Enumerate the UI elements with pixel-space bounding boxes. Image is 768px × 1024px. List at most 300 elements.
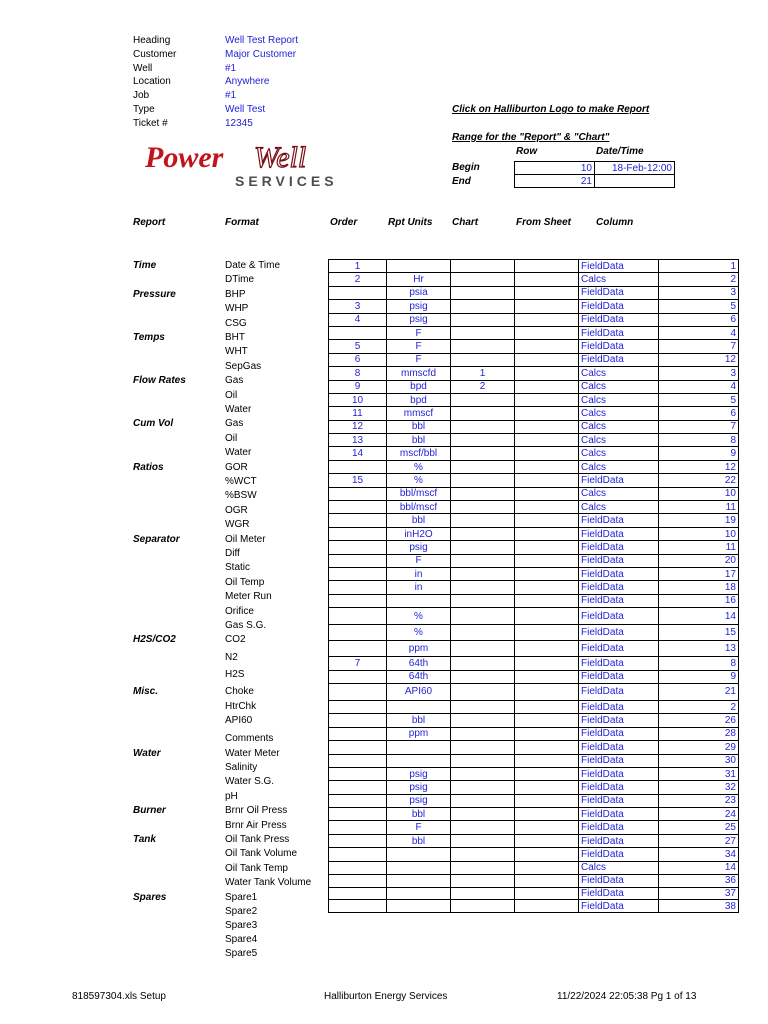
spacer-cell[interactable] [515, 286, 579, 299]
sheet-cell[interactable]: FieldData [579, 474, 659, 487]
sheet-cell[interactable]: FieldData [579, 554, 659, 567]
sheet-cell[interactable]: Calcs [579, 367, 659, 380]
spacer-cell[interactable] [515, 407, 579, 420]
order-cell[interactable] [329, 670, 387, 683]
column-cell[interactable]: 9 [659, 447, 739, 460]
sheet-cell[interactable]: FieldData [579, 848, 659, 861]
units-cell[interactable]: psig [387, 794, 451, 807]
chart-cell[interactable] [451, 848, 515, 861]
order-cell[interactable]: 2 [329, 273, 387, 286]
spacer-cell[interactable] [515, 313, 579, 326]
sheet-cell[interactable]: FieldData [579, 794, 659, 807]
chart-cell[interactable] [451, 808, 515, 821]
column-cell[interactable]: 3 [659, 367, 739, 380]
order-cell[interactable] [329, 781, 387, 794]
units-cell[interactable]: F [387, 340, 451, 353]
column-cell[interactable]: 14 [659, 608, 739, 625]
chart-cell[interactable] [451, 781, 515, 794]
order-cell[interactable]: 7 [329, 657, 387, 670]
column-cell[interactable]: 15 [659, 625, 739, 641]
order-cell[interactable]: 4 [329, 313, 387, 326]
chart-cell[interactable] [451, 683, 515, 700]
header-value[interactable]: #1 [225, 62, 237, 74]
sheet-cell[interactable]: FieldData [579, 260, 659, 273]
sheet-cell[interactable]: FieldData [579, 887, 659, 900]
chart-cell[interactable] [451, 326, 515, 339]
sheet-cell[interactable]: FieldData [579, 700, 659, 713]
units-cell[interactable]: in [387, 581, 451, 594]
sheet-cell[interactable]: FieldData [579, 527, 659, 540]
column-cell[interactable]: 12 [659, 460, 739, 473]
order-cell[interactable] [329, 286, 387, 299]
order-cell[interactable] [329, 900, 387, 913]
spacer-cell[interactable] [515, 581, 579, 594]
spacer-cell[interactable] [515, 273, 579, 286]
chart-cell[interactable] [451, 393, 515, 406]
spacer-cell[interactable] [515, 554, 579, 567]
column-cell[interactable]: 1 [659, 260, 739, 273]
column-cell[interactable]: 29 [659, 741, 739, 754]
spacer-cell[interactable] [515, 741, 579, 754]
sheet-cell[interactable]: FieldData [579, 326, 659, 339]
column-cell[interactable]: 27 [659, 834, 739, 847]
chart-cell[interactable] [451, 700, 515, 713]
column-cell[interactable]: 34 [659, 848, 739, 861]
order-cell[interactable] [329, 834, 387, 847]
column-cell[interactable]: 17 [659, 567, 739, 580]
spacer-cell[interactable] [515, 527, 579, 540]
sheet-cell[interactable]: Calcs [579, 861, 659, 874]
chart-cell[interactable] [451, 501, 515, 514]
spacer-cell[interactable] [515, 460, 579, 473]
spacer-cell[interactable] [515, 641, 579, 657]
column-cell[interactable]: 32 [659, 781, 739, 794]
column-cell[interactable]: 26 [659, 714, 739, 727]
powerwell-logo[interactable] [143, 139, 335, 191]
spacer-cell[interactable] [515, 861, 579, 874]
units-cell[interactable]: psig [387, 781, 451, 794]
spacer-cell[interactable] [515, 353, 579, 366]
sheet-cell[interactable]: FieldData [579, 727, 659, 740]
order-cell[interactable] [329, 741, 387, 754]
chart-cell[interactable] [451, 594, 515, 607]
chart-cell[interactable] [451, 340, 515, 353]
spacer-cell[interactable] [515, 541, 579, 554]
chart-cell[interactable] [451, 767, 515, 780]
column-cell[interactable]: 37 [659, 887, 739, 900]
sheet-cell[interactable]: Calcs [579, 434, 659, 447]
sheet-cell[interactable]: FieldData [579, 767, 659, 780]
order-cell[interactable] [329, 460, 387, 473]
units-cell[interactable]: % [387, 608, 451, 625]
sheet-cell[interactable]: FieldData [579, 875, 659, 888]
spacer-cell[interactable] [515, 326, 579, 339]
units-cell[interactable]: bpd [387, 393, 451, 406]
units-cell[interactable]: mscf/bbl [387, 447, 451, 460]
units-cell[interactable] [387, 887, 451, 900]
order-cell[interactable] [329, 541, 387, 554]
units-cell[interactable]: bbl [387, 514, 451, 527]
sheet-cell[interactable]: FieldData [579, 300, 659, 313]
chart-cell[interactable] [451, 353, 515, 366]
spacer-cell[interactable] [515, 714, 579, 727]
chart-cell[interactable] [451, 554, 515, 567]
chart-cell[interactable]: 1 [451, 367, 515, 380]
order-cell[interactable] [329, 625, 387, 641]
header-value[interactable]: #1 [225, 90, 237, 102]
column-cell[interactable]: 7 [659, 420, 739, 433]
header-value[interactable]: 12345 [225, 117, 253, 129]
column-cell[interactable]: 31 [659, 767, 739, 780]
chart-cell[interactable] [451, 834, 515, 847]
chart-cell[interactable] [451, 714, 515, 727]
units-cell[interactable] [387, 754, 451, 767]
begin-datetime-cell[interactable]: 18-Feb-12:00 [595, 162, 675, 175]
chart-cell[interactable] [451, 527, 515, 540]
order-cell[interactable] [329, 875, 387, 888]
column-cell[interactable]: 13 [659, 641, 739, 657]
spacer-cell[interactable] [515, 567, 579, 580]
order-cell[interactable]: 15 [329, 474, 387, 487]
order-cell[interactable] [329, 727, 387, 740]
units-cell[interactable]: % [387, 460, 451, 473]
column-cell[interactable]: 9 [659, 670, 739, 683]
sheet-cell[interactable]: FieldData [579, 625, 659, 641]
chart-cell[interactable] [451, 754, 515, 767]
spacer-cell[interactable] [515, 434, 579, 447]
spacer-cell[interactable] [515, 380, 579, 393]
sheet-cell[interactable]: FieldData [579, 608, 659, 625]
order-cell[interactable] [329, 581, 387, 594]
sheet-cell[interactable]: FieldData [579, 313, 659, 326]
header-value[interactable]: Well Test [225, 104, 266, 115]
column-cell[interactable]: 10 [659, 527, 739, 540]
column-cell[interactable]: 5 [659, 393, 739, 406]
order-cell[interactable]: 3 [329, 300, 387, 313]
order-cell[interactable] [329, 767, 387, 780]
spacer-cell[interactable] [515, 834, 579, 847]
order-cell[interactable] [329, 527, 387, 540]
spacer-cell[interactable] [515, 608, 579, 625]
order-cell[interactable] [329, 567, 387, 580]
header-value[interactable]: Anywhere [225, 76, 270, 88]
order-cell[interactable] [329, 487, 387, 500]
spacer-cell[interactable] [515, 821, 579, 834]
sheet-cell[interactable]: FieldData [579, 594, 659, 607]
sheet-cell[interactable]: FieldData [579, 641, 659, 657]
column-cell[interactable]: 19 [659, 514, 739, 527]
spacer-cell[interactable] [515, 260, 579, 273]
column-cell[interactable]: 10 [659, 487, 739, 500]
units-cell[interactable]: bbl [387, 420, 451, 433]
units-cell[interactable]: API60 [387, 683, 451, 700]
sheet-cell[interactable]: FieldData [579, 834, 659, 847]
sheet-cell[interactable]: FieldData [579, 657, 659, 670]
sheet-cell[interactable]: FieldData [579, 741, 659, 754]
column-cell[interactable]: 38 [659, 900, 739, 913]
column-cell[interactable]: 11 [659, 501, 739, 514]
order-cell[interactable] [329, 794, 387, 807]
chart-cell[interactable] [451, 641, 515, 657]
spacer-cell[interactable] [515, 887, 579, 900]
column-cell[interactable]: 2 [659, 273, 739, 286]
sheet-cell[interactable]: FieldData [579, 340, 659, 353]
chart-cell[interactable] [451, 434, 515, 447]
spacer-cell[interactable] [515, 487, 579, 500]
units-cell[interactable] [387, 594, 451, 607]
chart-cell[interactable] [451, 670, 515, 683]
spacer-cell[interactable] [515, 767, 579, 780]
spacer-cell[interactable] [515, 670, 579, 683]
column-cell[interactable]: 16 [659, 594, 739, 607]
units-cell[interactable] [387, 900, 451, 913]
sheet-cell[interactable]: FieldData [579, 821, 659, 834]
spacer-cell[interactable] [515, 514, 579, 527]
sheet-cell[interactable]: FieldData [579, 353, 659, 366]
units-cell[interactable]: % [387, 625, 451, 641]
chart-cell[interactable] [451, 727, 515, 740]
column-cell[interactable]: 30 [659, 754, 739, 767]
column-cell[interactable]: 6 [659, 313, 739, 326]
order-cell[interactable] [329, 700, 387, 713]
sheet-cell[interactable]: FieldData [579, 808, 659, 821]
sheet-cell[interactable]: Calcs [579, 487, 659, 500]
units-cell[interactable]: psig [387, 313, 451, 326]
units-cell[interactable]: bbl [387, 714, 451, 727]
order-cell[interactable] [329, 808, 387, 821]
order-cell[interactable] [329, 887, 387, 900]
order-cell[interactable] [329, 608, 387, 625]
units-cell[interactable]: psig [387, 767, 451, 780]
order-cell[interactable] [329, 861, 387, 874]
chart-cell[interactable] [451, 447, 515, 460]
units-cell[interactable] [387, 848, 451, 861]
spacer-cell[interactable] [515, 340, 579, 353]
units-cell[interactable]: psig [387, 300, 451, 313]
spacer-cell[interactable] [515, 393, 579, 406]
column-cell[interactable]: 24 [659, 808, 739, 821]
order-cell[interactable] [329, 821, 387, 834]
spacer-cell[interactable] [515, 625, 579, 641]
sheet-cell[interactable]: FieldData [579, 514, 659, 527]
units-cell[interactable]: bbl [387, 834, 451, 847]
units-cell[interactable]: 64th [387, 670, 451, 683]
sheet-cell[interactable]: Calcs [579, 460, 659, 473]
units-cell[interactable]: mmscf [387, 407, 451, 420]
chart-cell[interactable] [451, 861, 515, 874]
order-cell[interactable] [329, 554, 387, 567]
order-cell[interactable]: 6 [329, 353, 387, 366]
sheet-cell[interactable]: FieldData [579, 900, 659, 913]
sheet-cell[interactable]: FieldData [579, 581, 659, 594]
column-cell[interactable]: 23 [659, 794, 739, 807]
sheet-cell[interactable]: FieldData [579, 541, 659, 554]
chart-cell[interactable] [451, 821, 515, 834]
order-cell[interactable]: 12 [329, 420, 387, 433]
column-cell[interactable]: 21 [659, 683, 739, 700]
sheet-cell[interactable]: Calcs [579, 447, 659, 460]
spacer-cell[interactable] [515, 501, 579, 514]
spacer-cell[interactable] [515, 300, 579, 313]
units-cell[interactable]: ppm [387, 727, 451, 740]
order-cell[interactable] [329, 683, 387, 700]
sheet-cell[interactable]: FieldData [579, 714, 659, 727]
units-cell[interactable] [387, 260, 451, 273]
units-cell[interactable]: bpd [387, 380, 451, 393]
sheet-cell[interactable]: FieldData [579, 781, 659, 794]
spacer-cell[interactable] [515, 794, 579, 807]
spacer-cell[interactable] [515, 657, 579, 670]
sheet-cell[interactable]: Calcs [579, 420, 659, 433]
sheet-cell[interactable]: FieldData [579, 286, 659, 299]
header-value[interactable]: Major Customer [225, 48, 297, 60]
chart-cell[interactable] [451, 260, 515, 273]
column-cell[interactable]: 4 [659, 326, 739, 339]
order-cell[interactable]: 13 [329, 434, 387, 447]
chart-cell[interactable] [451, 900, 515, 913]
sheet-cell[interactable]: Calcs [579, 393, 659, 406]
order-cell[interactable]: 9 [329, 380, 387, 393]
chart-cell[interactable] [451, 286, 515, 299]
sheet-cell[interactable]: FieldData [579, 567, 659, 580]
order-cell[interactable] [329, 754, 387, 767]
sheet-cell[interactable]: FieldData [579, 754, 659, 767]
chart-cell[interactable] [451, 741, 515, 754]
column-cell[interactable]: 8 [659, 657, 739, 670]
sheet-cell[interactable]: Calcs [579, 407, 659, 420]
units-cell[interactable]: inH2O [387, 527, 451, 540]
units-cell[interactable] [387, 861, 451, 874]
units-cell[interactable]: Hr [387, 273, 451, 286]
units-cell[interactable] [387, 875, 451, 888]
spacer-cell[interactable] [515, 420, 579, 433]
sheet-cell[interactable]: FieldData [579, 683, 659, 700]
units-cell[interactable]: F [387, 554, 451, 567]
chart-cell[interactable] [451, 474, 515, 487]
column-cell[interactable]: 6 [659, 407, 739, 420]
units-cell[interactable]: F [387, 353, 451, 366]
units-cell[interactable]: bbl/mscf [387, 487, 451, 500]
spacer-cell[interactable] [515, 848, 579, 861]
units-cell[interactable]: F [387, 326, 451, 339]
column-cell[interactable]: 36 [659, 875, 739, 888]
units-cell[interactable]: F [387, 821, 451, 834]
chart-cell[interactable] [451, 300, 515, 313]
chart-cell[interactable] [451, 460, 515, 473]
chart-cell[interactable] [451, 567, 515, 580]
column-cell[interactable]: 18 [659, 581, 739, 594]
end-row-cell[interactable]: 21 [515, 175, 595, 188]
column-cell[interactable]: 5 [659, 300, 739, 313]
units-cell[interactable]: psia [387, 286, 451, 299]
column-cell[interactable]: 3 [659, 286, 739, 299]
chart-cell[interactable] [451, 625, 515, 641]
order-cell[interactable] [329, 848, 387, 861]
header-value[interactable]: Well Test Report [225, 35, 298, 46]
spacer-cell[interactable] [515, 781, 579, 794]
chart-cell[interactable] [451, 313, 515, 326]
column-cell[interactable]: 12 [659, 353, 739, 366]
order-cell[interactable]: 8 [329, 367, 387, 380]
column-cell[interactable]: 25 [659, 821, 739, 834]
order-cell[interactable]: 1 [329, 260, 387, 273]
order-cell[interactable] [329, 594, 387, 607]
column-cell[interactable]: 28 [659, 727, 739, 740]
column-cell[interactable]: 22 [659, 474, 739, 487]
spacer-cell[interactable] [515, 727, 579, 740]
spacer-cell[interactable] [515, 683, 579, 700]
spacer-cell[interactable] [515, 700, 579, 713]
order-cell[interactable]: 10 [329, 393, 387, 406]
chart-cell[interactable]: 2 [451, 380, 515, 393]
sheet-cell[interactable]: FieldData [579, 670, 659, 683]
chart-cell[interactable] [451, 875, 515, 888]
chart-cell[interactable] [451, 794, 515, 807]
spacer-cell[interactable] [515, 900, 579, 913]
chart-cell[interactable] [451, 514, 515, 527]
units-cell[interactable] [387, 741, 451, 754]
chart-cell[interactable] [451, 581, 515, 594]
column-cell[interactable]: 4 [659, 380, 739, 393]
sheet-cell[interactable]: Calcs [579, 501, 659, 514]
begin-row-cell[interactable]: 10 [515, 162, 595, 175]
order-cell[interactable]: 14 [329, 447, 387, 460]
units-cell[interactable]: bbl [387, 808, 451, 821]
spacer-cell[interactable] [515, 367, 579, 380]
units-cell[interactable]: in [387, 567, 451, 580]
chart-cell[interactable] [451, 273, 515, 286]
column-cell[interactable]: 7 [659, 340, 739, 353]
chart-cell[interactable] [451, 407, 515, 420]
spacer-cell[interactable] [515, 808, 579, 821]
chart-cell[interactable] [451, 420, 515, 433]
column-cell[interactable]: 11 [659, 541, 739, 554]
sheet-cell[interactable]: Calcs [579, 273, 659, 286]
order-cell[interactable]: 5 [329, 340, 387, 353]
chart-cell[interactable] [451, 487, 515, 500]
column-cell[interactable]: 14 [659, 861, 739, 874]
order-cell[interactable] [329, 641, 387, 657]
order-cell[interactable] [329, 501, 387, 514]
units-cell[interactable]: % [387, 474, 451, 487]
order-cell[interactable] [329, 514, 387, 527]
units-cell[interactable]: ppm [387, 641, 451, 657]
units-cell[interactable]: bbl [387, 434, 451, 447]
sheet-cell[interactable]: Calcs [579, 380, 659, 393]
chart-cell[interactable] [451, 541, 515, 554]
spacer-cell[interactable] [515, 474, 579, 487]
order-cell[interactable] [329, 326, 387, 339]
units-cell[interactable]: mmscfd [387, 367, 451, 380]
column-cell[interactable]: 2 [659, 700, 739, 713]
spacer-cell[interactable] [515, 447, 579, 460]
units-cell[interactable]: 64th [387, 657, 451, 670]
order-cell[interactable] [329, 714, 387, 727]
spacer-cell[interactable] [515, 594, 579, 607]
chart-cell[interactable] [451, 608, 515, 625]
column-cell[interactable]: 8 [659, 434, 739, 447]
units-cell[interactable] [387, 700, 451, 713]
units-cell[interactable]: psig [387, 541, 451, 554]
units-cell[interactable]: bbl/mscf [387, 501, 451, 514]
spacer-cell[interactable] [515, 875, 579, 888]
chart-cell[interactable] [451, 657, 515, 670]
order-cell[interactable]: 11 [329, 407, 387, 420]
column-cell[interactable]: 20 [659, 554, 739, 567]
spacer-cell[interactable] [515, 754, 579, 767]
end-datetime-cell[interactable] [595, 175, 675, 188]
chart-cell[interactable] [451, 887, 515, 900]
